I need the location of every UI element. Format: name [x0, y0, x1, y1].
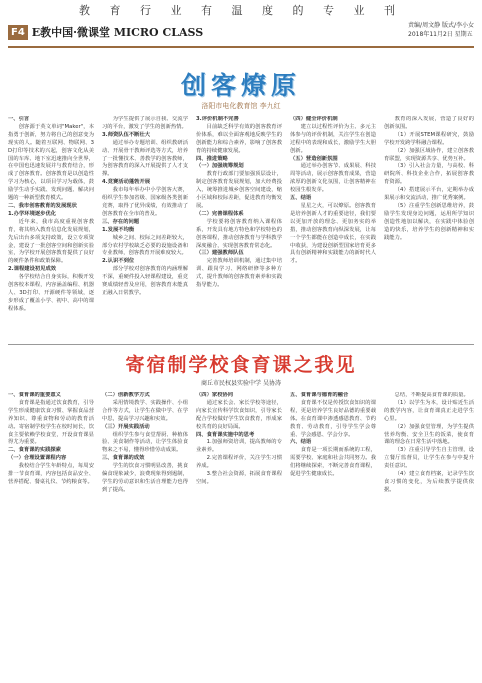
article2-column-5 [384, 392, 474, 676]
article-divider [8, 344, 474, 345]
section-heading: 四、食育课实施中的思考 [196, 431, 255, 438]
paragraph: 食育是一项长期而系统的工程，需要学校、家庭和社会共同努力。我们将继续探索，不断完善食育课程，促进学生健康成长。 [290, 447, 376, 478]
section-heading: （三）建强教师队伍 [196, 250, 244, 257]
paragraph: 教育的深入发展，营造了良好的创新氛围。 [384, 116, 474, 130]
paragraph: 近年来，我市高度重视创客教育，将其纳入教育信息化发展规划，先后出台多项支持政策，设立专项资金，建设了一批创客空间和创新实验室，为学校开展创客教育提供了良好的硬件条件和政策保障。 [8, 218, 94, 265]
paragraph: 创客源于英文单词"Maker"，本指勇于创新，努力将自己的创意变为现实的人。随着互联网、物联网、3D打印等技术的兴起，创客文化从美国的车库、地下室迅速推向全世界，在中国也迅速发展并与教育结合，形成了创客教育。创客教育是以创造性学习为核心，以项目学习为载体，鼓励学生动手实践、发现问题、解决问题的一种新型教育模式。 [8, 123, 94, 202]
paragraph: 食育课不仅是传授饮食知识的课程，更是培养学生良好品德的重要载体。在食育课中渗透感恩教育、节约教育、劳动教育，引导学生学会尊重、学会感恩、学会分享。 [290, 399, 376, 438]
section-heading: （三）开展实践活动 [102, 423, 150, 430]
paragraph: （4）建立食育档案，记录学生饮食习惯的变化，为后续教学提供依据。 [384, 471, 474, 493]
section-heading: 2.认识不到位 [102, 258, 135, 265]
article2-column-4 [290, 392, 376, 676]
paragraph: （5）注重学生创新思维培养，鼓励学生发现身边问题，运用所学知识创造性地加以解决，在实践中体验创造的快乐，培养学生的创新精神和实践能力。 [384, 202, 474, 241]
section-heading: 三、食育课的成效 [102, 455, 145, 462]
article1-column-2 [102, 116, 188, 340]
section-heading: （二）创新教学方式 [102, 392, 150, 398]
section-heading: 五、结语 [290, 195, 312, 202]
paragraph: 星星之火，可以燎原。创客教育是培养创新人才的重要途径，我们要以更加开放的理念、更加务实的举措，推动创客教育向纵深发展，让每一个学生都能在创造中成长，在实践中收获，为建设创新型国家培育更多具有创新精神和实践能力的新时代人才。 [290, 202, 376, 265]
section-heading: （一）加强统筹规划 [196, 163, 244, 170]
article1-column-1 [8, 116, 94, 340]
paragraph: 我市每年举办中小学创客大赛，组织学生参加省级、国家级各类创新竞赛，取得了优异成绩，有效推动了创客教育在全市的普及。 [102, 187, 188, 217]
section-heading: （四）家校协同 [196, 392, 234, 398]
paragraph: 总结，不断提高食育课的质量。 [394, 392, 469, 398]
section-heading: 4.竞赛活动蓬勃开展 [102, 179, 151, 186]
section-heading: 3.评价机制不完善 [196, 116, 239, 122]
paragraph: 教育行政部门要加强顶层设计，制定创客教育发展规划，加大经费投入，统筹推进城乡创客空间建设，缩小区域和校际差距，促进教育均衡发展。 [196, 171, 282, 209]
paragraph: 为学生提供了展示自我、交流学习的平台，激发了学生的创新热情。 [102, 116, 188, 130]
paragraph: 通过家长会、家长学校等途径，向家长宣传科学饮食知识，引导家长配合学校做好学生饮食教育，形成家校共育的良好局面。 [196, 399, 282, 430]
paragraph: 我校结合学生年龄特点，每周安排一节食育课，内容包括食品安全、营养搭配、餐桌礼仪、节约粮食等。 [8, 463, 94, 485]
section-name: E教中国·微课堂 MICRO CLASS [31, 26, 204, 39]
paragraph: 2.完善课程评价，关注学生习惯养成。 [196, 455, 282, 470]
paragraph: 食育课是指通过饮食教育，引导学生形成健康饮食习惯、掌握食品营养知识、尊重食物和劳动的教育活动。寄宿制学校学生在校时间长，饮食主要依赖学校食堂，开设食育课显得尤为重要。 [8, 399, 94, 446]
article2-column-2 [102, 392, 188, 676]
section-heading: 五、食育课与德育的融合 [290, 392, 349, 398]
paragraph: 城乡之间、校际之间差距较大，部分农村学校缺乏必要的设施设备和专业教师，创客教育开展难度较大。 [102, 234, 188, 257]
paragraph: 学生的饮食习惯明显改善，挑食偏食现象减少，浪费现象得到遏制，学生的劳动意识和生活自理能力也得到了提高。 [102, 463, 188, 493]
article1-column-4 [290, 116, 376, 340]
section-heading: 三、存在的问题 [102, 218, 140, 225]
masthead-tagline: 教 育 行 业 有 温 度 的 专 业 刊 [79, 4, 403, 17]
paragraph: 部分学校对创客教育的内涵理解不深，重硬件投入轻课程建设，重竞赛成绩轻普及应用，创客教育未能真正融入日常教学。 [102, 266, 188, 296]
paragraph: 目前缺乏科学有效的创客教育评价体系，难以全面客观地反映学生的创新能力和综合素养，影响了创客教育的持续健康发展。 [196, 123, 282, 154]
section-heading: （一）合理设置课程内容 [8, 455, 67, 462]
article2-title: 寄宿制学校食育课之我见 [125, 354, 357, 376]
page-header [8, 20, 474, 48]
paragraph: （1）开展STEM课程研究，鼓励学校开发跨学科融合课程。 [384, 131, 474, 146]
paragraph: 组织学生参与食堂帮厨、种植体验、美食制作等活动，让学生体验食物来之不易，懂得珍惜劳动成果。 [102, 431, 188, 454]
section-heading: （二）完善课程体系 [196, 210, 244, 217]
section-heading: 二、我市创客教育的发展现状 [8, 202, 77, 209]
paragraph: （3）注重引导学生自主管理，设立餐厅监督员，让学生在参与中提升责任意识。 [384, 447, 474, 470]
section-heading: 四、推进策略 [196, 155, 228, 162]
paragraph: 学校要将创客教育纳入课程体系，开发具有地方特色和学校特色的创客课程，推动创客教育与学科教学深度融合，实现创客教育常态化。 [196, 218, 282, 249]
article2-column-1 [8, 392, 94, 676]
page-number-badge: F4 [8, 25, 28, 40]
issue-date: 2018年11月2日 星期五 [408, 31, 473, 38]
section-heading: 一、食育课的重要意义 [8, 392, 61, 398]
paragraph: 1.加强师资培训，提高教师的专业素养。 [196, 439, 282, 454]
article2-column-3 [196, 392, 282, 676]
paragraph: 完善教师培训机制，通过集中培训、跟岗学习、网络研修等多种方式，提升教师的创客教育素养和实践指导能力。 [196, 258, 282, 289]
paragraph: 3.整合社会资源，拓展食育课程空间。 [196, 471, 282, 485]
section-heading: 二、食育课的实践探索 [8, 447, 61, 454]
section-heading: 3.师资队伍不断壮大 [102, 131, 151, 138]
section-heading: 一、引言 [8, 116, 30, 122]
paragraph: 各学校结合自身实际，积极开发创客校本课程，内容涵盖编程、机器人、3D打印、开源硬件等领域，逐步形成了覆盖小学、初中、高中的课程体系。 [8, 274, 94, 312]
paragraph: （3）引入社会力量，与高校、科研院所、科技企业合作，拓展创客教育资源。 [384, 163, 474, 186]
section-heading: （五）营造创新氛围 [290, 155, 338, 162]
paragraph: 建立以过程性评价为主、多元主体参与的评价机制，关注学生在创造过程中的表现和成长，激励学生大胆创新。 [290, 123, 376, 154]
paragraph: （2）加强食堂管理，为学生提供营养均衡、安全卫生的饭菜，使食育课的理念在日常生活中落地。 [384, 423, 474, 446]
section-heading: 六、结语 [290, 439, 312, 446]
article1-byline: 洛阳市电化教育馆 李九红 [201, 102, 281, 110]
paragraph: （2）加强区域协作，建立创客教育联盟，实现资源共享、优势互补。 [384, 147, 474, 162]
article1-column-5 [384, 116, 474, 340]
section-heading: 1.发展不均衡 [102, 226, 135, 233]
paragraph: （4）搭建展示平台，定期举办成果展示和交流活动，推广优秀案例。 [384, 187, 474, 202]
paragraph: 通过举办创客节、成果展、科技周等活动，展示创客教育成果，营造浓厚的创新文化氛围，让创客精神在校园生根发芽。 [290, 163, 376, 194]
section-heading: 2.课程建设初见成效 [8, 266, 57, 273]
paragraph: （1）以学生为本，设计贴近生活的教学内容，让食育课真正走进学生心里。 [384, 399, 474, 422]
header-meta [408, 21, 474, 39]
paragraph: 通过举办专题培训、组织教研活动、开展骨干教师评选等方式，培养了一批懂技术、善教学的创客教师，为创客教育的深入开展提供了人才支撑。 [102, 139, 188, 178]
section-heading: （四）健全评价机制 [290, 116, 338, 122]
editor-credit: 责编/周文静 版式/李小女 [408, 22, 474, 29]
paragraph: 采用情境教学、实践操作、小组合作等方式，让学生在做中学、在学中思，提高学习兴趣和实效。 [102, 399, 188, 422]
section-name-block [8, 24, 203, 40]
section-heading: 1.办学环境逐步优化 [8, 210, 57, 217]
article1-title: 创客燎原 [180, 71, 301, 100]
article2-byline: 商丘市民权县实验中学 吴协涛 [201, 380, 281, 387]
article1-column-3 [196, 116, 282, 340]
